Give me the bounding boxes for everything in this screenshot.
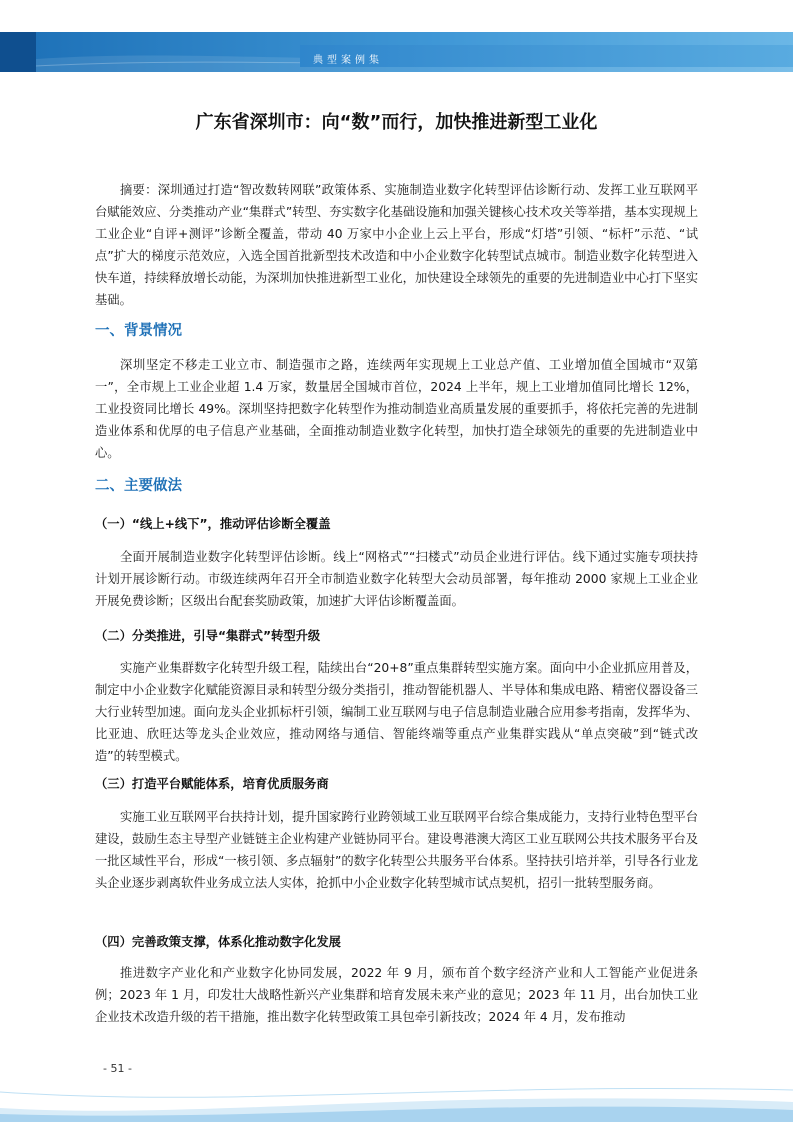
section-heading-main-practices: 二、主要做法 xyxy=(95,478,182,494)
subsection-heading-2: （二）分类推进，引导“集群式”转型升级 xyxy=(95,629,321,643)
page-number: - 51 - xyxy=(103,1062,132,1075)
subsection-paragraph-4: 推进数字产业化和产业数字化协同发展，2022 年 9 月，颁布首个数字经济产业和人工智能产业促进条例；2023 年 1 月，印发壮大战略性新兴产业集群和培育发展未来产业的意见；2023 年 11 月，出台加快工业企业技术改造升级的若干措施，推出数字化转型政策工具包牵引新技改；2024 年 4 月，发布推动 xyxy=(95,966,698,1024)
page-title: 广东省深圳市：向“数”而行，加快推进新型工业化 xyxy=(195,112,598,133)
subsection-paragraph-3: 实施工业互联网平台扶持计划，提升国家跨行业跨领域工业互联网平台综合集成能力，支持行业特色型平台建设，鼓励生态主导型产业链链主企业构建产业链协同平台。建设粤港澳大湾区工业互联网公共技术服务平台及一批区域性平台，形成“一核引领、多点辐射”的数字化转型公共服务平台体系。坚持扶引培并举，引导各行业龙头企业逐步剥离软件业务成立法人实体，抢抓中小企业数字化转型城市试点契机，招引一批转型服务商。 xyxy=(95,810,698,890)
subsection-heading-1: （一）“线上+线下”，推动评估诊断全覆盖 xyxy=(95,517,331,531)
subsection-paragraph-2: 实施产业集群数字化转型升级工程，陆续出台“20+8”重点集群转型实施方案。面向中小企业抓应用普及，制定中小企业数字化赋能资源目录和转型分级分类指引，推动智能机器人、半导体和集成电路、精密仪器设备三大行业转型加速。面向龙头企业抓标杆引领，编制工业互联网与电子信息制造业融合应用参考指南，发挥华为、比亚迪、欣旺达等龙头企业效应，推动网络与通信、智能终端等重点产业集群实践从“单点突破”到“链式改造”的转型模式。 xyxy=(95,661,698,763)
section-heading-background: 一、背景情况 xyxy=(95,323,182,339)
abstract-paragraph: 摘要：深圳通过打造“智改数转网联”政策体系、实施制造业数字化转型评估诊断行动、发挥工业互联网平台赋能效应、分类推动产业“集群式”转型、夯实数字化基础设施和加强关键核心技术攻关等举措，基本实现规上工业企业“自评+测评”诊断全覆盖，带动 40 万家中小企业上云上平台，形成“灯塔”引领、“标杆”示范、“试点”扩大的梯度示范效应，入选全国首批新型技术改造和中小企业数字化转型试点城市。制造业数字化转型进入快车道，持续释放增长动能，为深圳加快推进新型工业化，加快建设全球领先的重要的先进制造业中心打下坚实基础。 xyxy=(95,183,698,307)
subsection-heading-3: （三）打造平台赋能体系，培育优质服务商 xyxy=(95,777,329,791)
header-side-accent xyxy=(0,32,36,72)
header-subtitle: 典型案例集 xyxy=(313,55,383,66)
background-paragraph: 深圳坚定不移走工业立市、制造强市之路，连续两年实现规上工业总产值、工业增加值全国城市“双第一”，全市规上工业企业超 1.4 万家，数量居全国城市首位，2024 上半年，规上工业增加值同比增长 12%，工业投资同比增长 49%。深圳坚持把数字化转型作为推动制造业高质量发展的重要抓手，将依托完善的先进制造业体系和优厚的电子信息产业基础，全面推动制造业数字化转型，加快打造全球领先的重要的先进制造业中心。 xyxy=(95,358,698,460)
subsection-paragraph-1: 全面开展制造业数字化转型评估诊断。线上“网格式”“扫楼式”动员企业进行评估。线下通过实施专项扶持计划开展诊断行动。市级连续两年召开全市制造业数字化转型大会动员部署，每年推动 2000 家规上工业企业开展免费诊断；区级出台配套奖励政策，加速扩大评估诊断覆盖面。 xyxy=(95,550,698,608)
subsection-heading-4: （四）完善政策支撑，体系化推动数字化发展 xyxy=(95,935,341,949)
footer-wave-decoration xyxy=(0,1068,793,1122)
header-publication-title: 2024 制造业数字化转型 xyxy=(52,10,235,24)
